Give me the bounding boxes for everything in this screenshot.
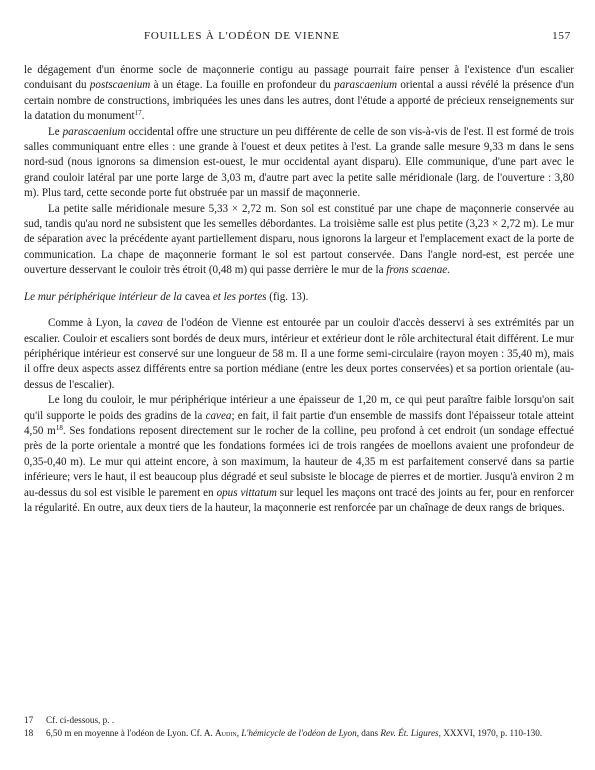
text-run: . (141, 110, 145, 123)
running-header (24, 30, 571, 46)
footnote-18 (24, 727, 574, 740)
page-number: 157 (552, 30, 571, 42)
paragraph-4 (24, 316, 574, 393)
footnote-number: 18 (24, 727, 34, 738)
footnote-number: 17 (24, 715, 34, 725)
text-run: . Ses fondations reposent directement sur le rocher de la colline, peu profond à cet endroit (un sondage effectué près de la porte orientale a montré que les fondations formées ici de trois rangées de moellons avaient une profondeur de 0,35-0,40 m). Le mur qui atteint encore, à son maximum, la hauteur de 4,35 m est parfaitement conservé dans sa partie inférieure; vers le haut, il est beaucoup plus dégradé et seul subsiste le blocage de pierres et de mortier. Jusqu'à environ 2 m au-dessus du sol est visible le parement en (24, 424, 574, 499)
italic-term: frons scaenae (386, 264, 448, 277)
paragraph-3 (24, 202, 574, 279)
text-run: Le (48, 125, 63, 138)
running-title: FOUILLES À L'ODÉON DE VIENNE (144, 30, 340, 42)
figure-reference: (fig. 13). (266, 290, 309, 303)
author-name: Audin (215, 727, 237, 738)
text-run: Comme à Lyon, la (48, 317, 138, 330)
text-run: le dégagement d'un énorme socle de maçonnerie contigu au passage pourrait faire penser à l'existence d'un escalier conduisant du (24, 64, 574, 92)
text-run: sur lequel les maçons ont tracé des joints au fer, pour en renforcer la régularité. En outre, aux deux tiers de la hauteur, la maçonnerie est renforcée par un chaînage de deux rangs de briques. (24, 486, 574, 514)
work-title: L'hémicycle de l'odéon de Lyon (241, 727, 357, 738)
text-run: oriental a aussi révélé la présence d'un certain nombre de constructions, imbriquées les unes dans les autres, dont l'étude a apporté de précieux renseignements sur la datation du monument (24, 79, 574, 123)
footnote-text: 6,50 m en moyenne à l'odéon de Lyon. Cf. A. (46, 727, 216, 738)
italic-term: cavea (137, 317, 163, 330)
text-run: à un étage. La fouille en profondeur du (150, 79, 335, 92)
footnote-17 (24, 714, 574, 727)
text-run: La petite salle méridionale mesure 5,33 × 2,72 m. Son sol est constitué par une chape de maçonnerie conservée au sud, tandis qu'au nord ne subsistent que les semelles débordantes. La troisième salle est plus petite (3,23 × 2,72 m). Le mur de séparation avec la précédente ayant partiellement disparu, nous ignorons la largeur et l'emplacement exact de la porte de communication. La chape de maçonnerie formant le sol est partout conservée. Dans l'angle nord-est, est percée une ouverture desservant le couloir très étroit (0,48 m) qui passe derrière le mur de la (24, 202, 574, 277)
italic-term: parascaenium (62, 125, 126, 138)
text-run: Le mur périphérique intérieur de la (24, 290, 185, 303)
text-run: ; en fait, il fait partie d'un ensemble de massifs dont l'épaisseur totale atteint 4,50 m (24, 409, 574, 437)
text-run: Le long du couloir, le mur périphérique intérieur a une épaisseur de 1,20 m, ce qui peut paraître faible lorsqu'on sait qu'il supporte le poids des gradins de la (24, 394, 574, 422)
text-run: . (447, 264, 450, 277)
section-heading-part (210, 291, 266, 303)
italic-term: parascaenium (334, 79, 397, 92)
footnote-ref: 18 (55, 423, 63, 432)
footnote-text: Cf. ci-dessous, p. . (46, 715, 115, 725)
body-text (24, 63, 574, 516)
footnote-text: , dans (356, 727, 381, 738)
footnote-text: , XXXVI, 1970, p. 110-130. (438, 727, 543, 738)
italic-term: postscaenium (89, 79, 151, 92)
paragraph-1 (24, 63, 574, 125)
footnote-text: , (236, 727, 242, 738)
footnote-ref: 17 (134, 109, 142, 118)
paragraph-2 (24, 125, 574, 202)
paragraph-5 (24, 393, 574, 516)
text-run: et les portes (210, 290, 267, 303)
section-heading-part (24, 291, 185, 303)
text-run: occidental offre une structure un peu différente de celle de son vis-à-vis de l'est. Il est formé de trois salles communiquant entre elles : une grande à l'ouest et deux petites à l'est. La grande salle mesure 9,33 m dans le sens nord-sud (nous ignorons sa dimension est-ouest, le mur occidental ayant disparu). Elle communique, d'une part avec le grand couloir latéral par une porte large de 3,03 m, d'autre part avec la petite salle méridionale (larg. de l'ouverture : 3,80 m). Plus tard, cette seconde porte fut obstruée par un massif de maçonnerie. (24, 125, 574, 200)
text-run: de l'odéon de Vienne est entourée par un couloir d'accès desservi à ses extrémités par un escalier. Couloir et escaliers sont bordés de deux murs, intérieur et extérieur dont le rôle architectural était différent. Le mur périphérique intérieur est conservé sur une longueur de 58 m. Il a une forme semi-circulaire (rayon moyen : 35,40 m), mais il offre deux aspects assez différents entre sa portion médiane (entre les deux portes conservées) et sa portion orientale (au-dessus de l'escalier). (24, 317, 574, 391)
footnotes (24, 714, 574, 739)
italic-term: opus vittatum (216, 486, 277, 499)
journal-title: Rev. Ét. Ligures (380, 727, 439, 738)
italic-term: cavea (205, 409, 232, 422)
section-heading (24, 290, 574, 305)
section-heading-term: cavea (184, 290, 211, 303)
